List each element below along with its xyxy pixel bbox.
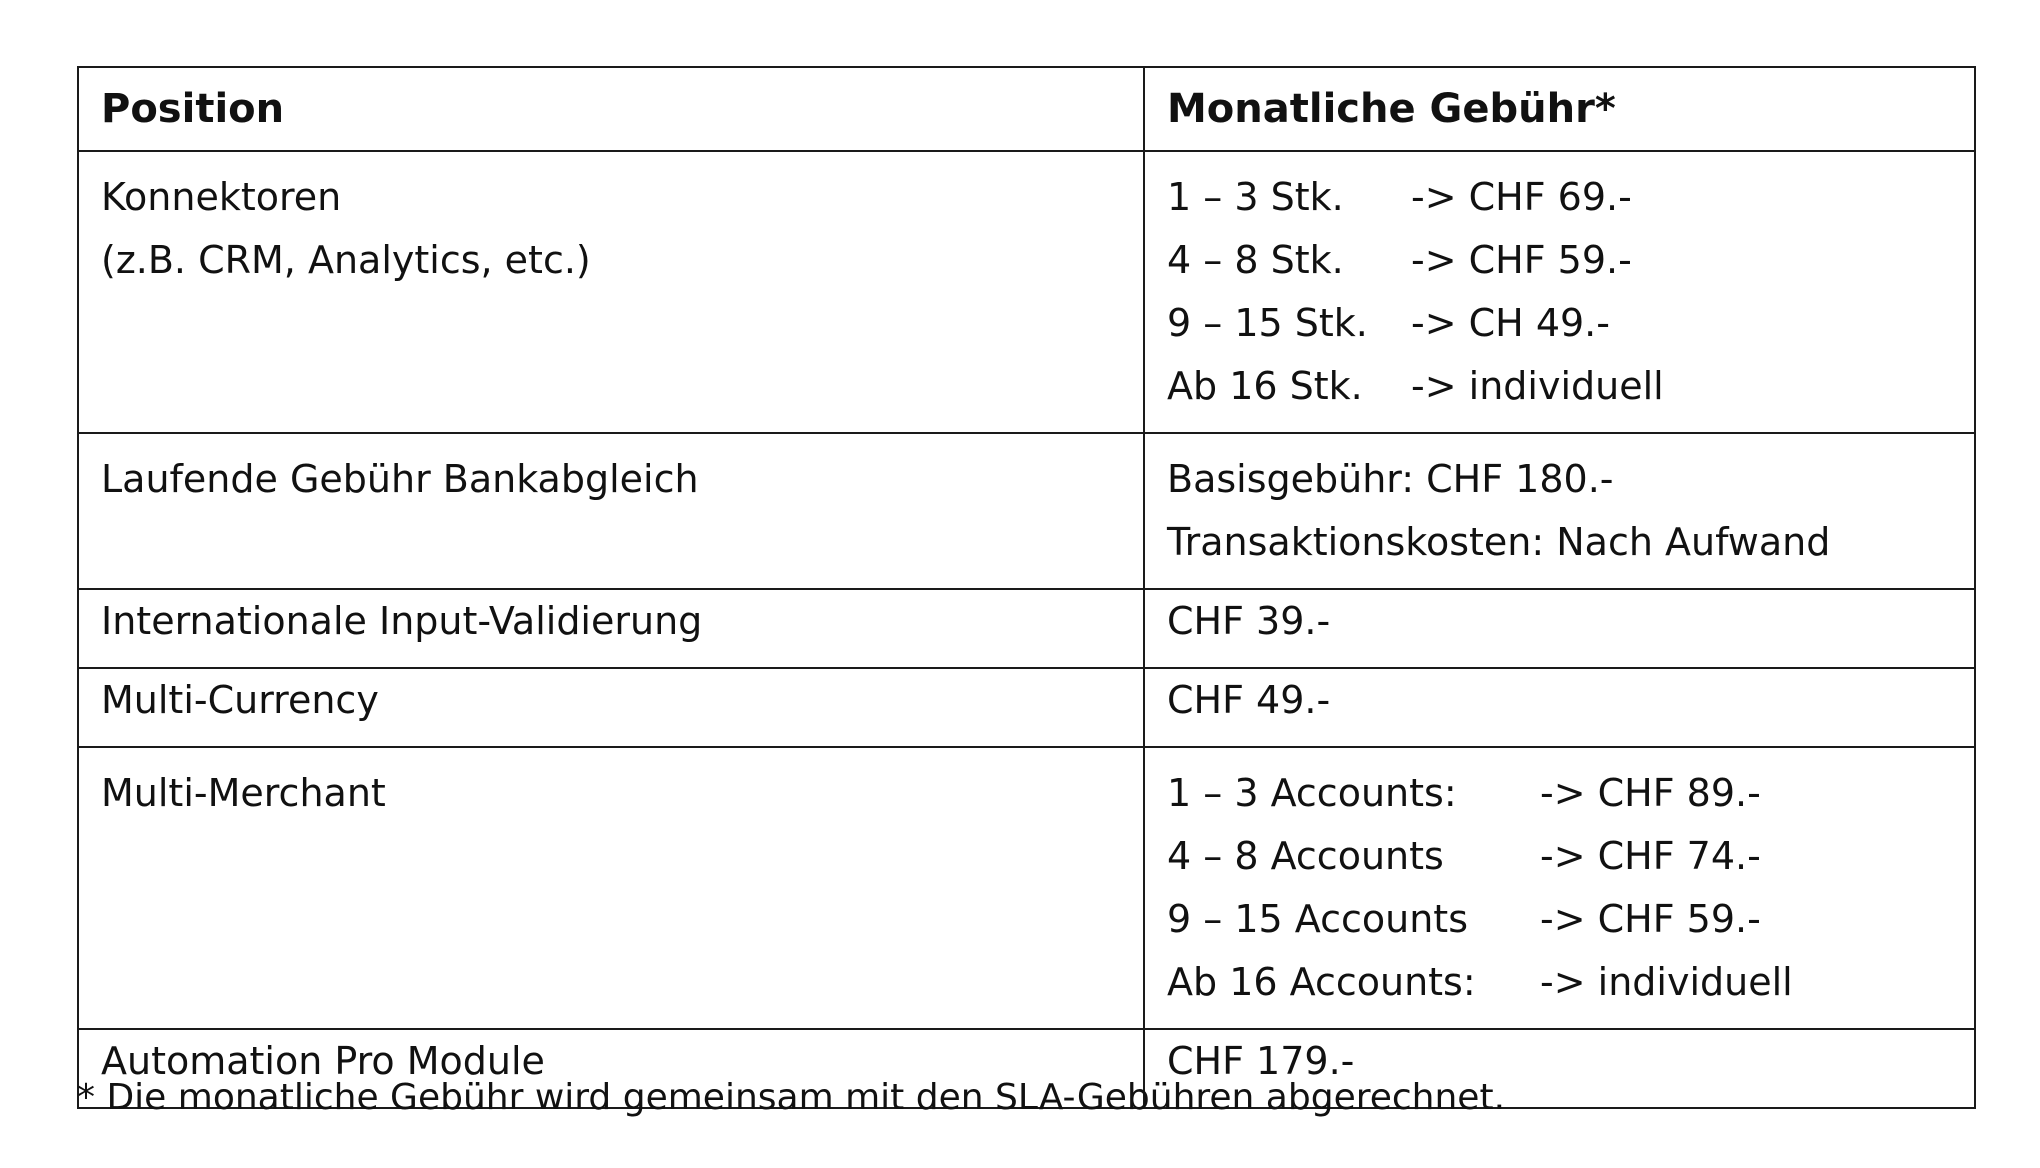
cell-position [78,433,1144,589]
tier-quantity: 4 – 8 Accounts [1167,834,1444,878]
tier-price: -> individuell [1411,364,1664,408]
tier-price: -> CHF 69.- [1411,175,1632,219]
cell-fee [1144,151,1975,433]
tier-price: -> CHF 89.- [1540,771,1761,815]
tier-quantity: 1 – 3 Stk. [1167,175,1344,219]
footnote: * Die monatliche Gebühr wird gemeinsam mit den SLA-Gebühren abgerechnet. [77,1077,1506,1118]
tier-quantity: 1 – 3 Accounts: [1167,771,1457,815]
fee-tier [1167,951,1974,1014]
fee-tier [1167,762,1974,825]
tier-price: -> individuell [1540,960,1793,1004]
tier-quantity: Ab 16 Stk. [1167,364,1363,408]
fee-line: Transaktionskosten: Nach Aufwand [1167,520,1831,564]
fee-tier [1167,355,1974,418]
cell-position [78,151,1144,433]
fee-tier [1167,229,1974,292]
tier-quantity: 9 – 15 Accounts [1167,897,1468,941]
cell-fee: CHF 179.- [1144,1029,1975,1108]
fee-tier [1167,166,1974,229]
cell-position: Automation Pro Module [78,1029,1144,1108]
table-row-input-validierung [78,589,1975,668]
tier-price: -> CHF 59.- [1411,238,1632,282]
tier-price: -> CHF 59.- [1540,897,1761,941]
cell-position [78,747,1144,1029]
header-position: Position [78,67,1144,151]
position-title: Multi-Merchant [101,771,386,815]
tier-price: -> CHF 74.- [1540,834,1761,878]
tier-quantity: 9 – 15 Stk. [1167,301,1368,345]
fee-tier [1167,825,1974,888]
table-row-multi-currency [78,668,1975,747]
fee-tier [1167,888,1974,951]
tier-quantity: 4 – 8 Stk. [1167,238,1344,282]
tier-price: -> CH 49.- [1411,301,1610,345]
table-header-row [78,67,1975,151]
header-monthly-fee: Monatliche Gebühr* [1144,67,1975,151]
position-subtitle: (z.B. CRM, Analytics, etc.) [101,238,591,282]
fee-line: Basisgebühr: CHF 180.- [1167,457,1614,501]
cell-fee [1144,433,1975,589]
fee-tier [1167,292,1974,355]
tier-quantity: Ab 16 Accounts: [1167,960,1476,1004]
position-title: Konnektoren [101,175,342,219]
cell-fee [1144,747,1975,1029]
cell-fee: CHF 49.- [1144,668,1975,747]
table-row-bankabgleich [78,433,1975,589]
table-row-multi-merchant [78,747,1975,1029]
cell-fee: CHF 39.- [1144,589,1975,668]
pricing-table [77,66,1976,1109]
position-title: Laufende Gebühr Bankabgleich [101,457,699,501]
table-row-konnektoren [78,151,1975,433]
cell-position: Multi-Currency [78,668,1144,747]
cell-position: Internationale Input-Validierung [78,589,1144,668]
